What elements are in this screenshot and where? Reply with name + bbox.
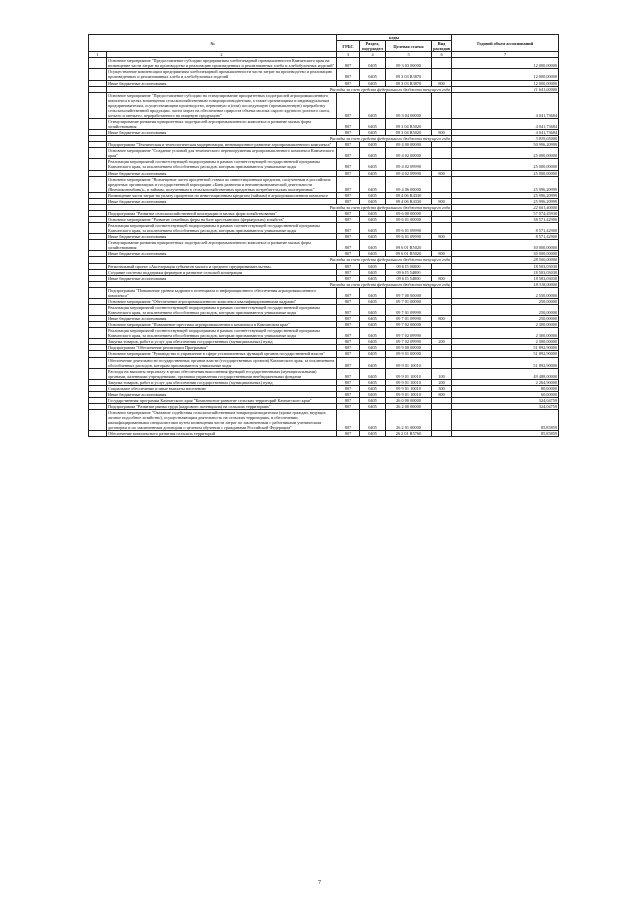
razdel-cell: 0405 — [360, 397, 386, 403]
row-num-cell — [89, 58, 107, 69]
target-article-cell: 09 9 01 10010 — [386, 368, 432, 379]
col-index: 4 — [360, 52, 386, 58]
razdel-cell: 0405 — [360, 404, 386, 410]
name-cell: Возмещение части затрат на уплату процентов по инвестиционным кредитам (займам) в агропромышленном комплексе — [107, 192, 337, 198]
target-article-cell: 26 2 01 R5760 — [386, 431, 432, 437]
name-cell: Социальное обеспечение и иные выплаты населению — [107, 385, 337, 391]
target-article-cell: 09 9 01 10010 — [386, 357, 432, 368]
grbs-cell: 807 — [337, 58, 360, 69]
amount-cell: 25 000,00000 — [452, 148, 559, 159]
row-num-cell — [89, 176, 107, 192]
target-article-cell: 09 3 04 R5020 — [386, 130, 432, 136]
amount-cell: 25 000,00000 — [452, 170, 559, 176]
target-article-cell: 09 4 02 09990 — [386, 159, 432, 170]
table-header — [89, 35, 559, 58]
target-article-cell: 09 6 I5 54800 — [386, 269, 432, 275]
expense-type-cell — [432, 357, 452, 368]
target-article-cell: 09 4 02 00000 — [386, 148, 432, 159]
expense-type-cell — [432, 240, 452, 251]
grbs-cell: 807 — [337, 240, 360, 251]
grbs-cell: 807 — [337, 410, 360, 431]
row-num-cell — [89, 431, 107, 437]
razdel-cell: 0405 — [360, 385, 386, 391]
expense-type-cell — [432, 159, 452, 170]
razdel-cell: 0405 — [360, 170, 386, 176]
razdel-cell: 0405 — [360, 345, 386, 351]
expense-type-cell: 800 — [432, 234, 452, 240]
razdel-cell: 0405 — [360, 431, 386, 437]
expense-type-cell: 800 — [432, 130, 452, 136]
amount-cell: 324,04759 — [452, 404, 559, 410]
name-cell: Расходы на выплаты персоналу в целях обеспечения выполнения функций государственными (муниципальными) органами, казенными учреждениями, органами управления государственными внебюджетными фондами — [107, 368, 337, 379]
table-row — [89, 148, 559, 159]
name-cell: Закупка товаров, работ и услуг для обеспечения государственных (муниципальных) нужд — [107, 339, 337, 345]
expense-type-cell — [432, 148, 452, 159]
target-article-cell: 09 6 01 09990 — [386, 223, 432, 234]
expense-type-cell — [432, 431, 452, 437]
name-cell: Иные бюджетные ассигнования — [107, 80, 337, 86]
target-article-cell: 09 3 04 R5020 — [386, 118, 432, 129]
target-article-cell: 09 6 I5 00000 — [386, 263, 432, 269]
amount-cell: 25 996,20999 — [452, 198, 559, 204]
name-cell: Обеспечение комплексного развития сельских территорий — [107, 431, 337, 437]
grbs-cell: 807 — [337, 404, 360, 410]
grbs-cell: 807 — [337, 159, 360, 170]
name-cell: Иные бюджетные ассигнования — [107, 130, 337, 136]
amount-cell: 250,00000 — [452, 304, 559, 315]
name-cell: Основное мероприятие "Предоставление субсидии на стимулирование приоритетных подотраслей агропромышленного комплекса в целях возмещения сельскохозяйственным товаропроизводителям, а также организациям и индивидуальным предпринимателям, осуществляющим производство, первичную и (или) последующую (промышленную) переработку сельскохозяйственной продукции, части затрат на обеспечение прироста объема молока сырого крупного рогатого скота, козьего и овечьего, переработанного на пищевую продукцию" — [107, 92, 337, 118]
expense-type-cell — [432, 176, 452, 192]
target-article-cell: 09 7 01 00000 — [386, 298, 432, 304]
federal-budget-label: Расходы за счет средств федерального бюджета текущего года — [107, 136, 452, 142]
grbs-cell: 807 — [337, 379, 360, 385]
row-num-cell — [89, 118, 107, 129]
expense-type-cell: 800 — [432, 316, 452, 322]
target-article-cell: 09 6 01 09990 — [386, 234, 432, 240]
grbs-cell: 807 — [337, 223, 360, 234]
amount-cell: 30 000,00000 — [452, 240, 559, 251]
table-row — [89, 240, 559, 251]
grbs-cell: 807 — [337, 397, 360, 403]
row-num-cell — [89, 328, 107, 339]
expense-type-cell — [432, 410, 452, 431]
grbs-cell: 807 — [337, 176, 360, 192]
col-index: 1 — [89, 52, 107, 58]
amount-cell: 250,00000 — [452, 316, 559, 322]
name-cell: Иные бюджетные ассигнования — [107, 316, 337, 322]
grbs-cell: 807 — [337, 192, 360, 198]
grbs-cell: 807 — [337, 357, 360, 368]
razdel-cell: 0405 — [360, 287, 386, 298]
amount-cell: 8 571,42900 — [452, 223, 559, 234]
amount-cell: 51 892,90000 — [452, 351, 559, 357]
col-index: 5 — [386, 52, 432, 58]
target-article-cell: 09 9 00 00000 — [386, 345, 432, 351]
target-article-cell: 09 6 I5 54800 — [386, 275, 432, 281]
amount-cell: 49 488,00000 — [452, 368, 559, 379]
target-article-cell: 09 4 02 09990 — [386, 170, 432, 176]
razdel-cell: 0405 — [360, 298, 386, 304]
target-article-cell: 09 7 01 09990 — [386, 304, 432, 315]
target-article-cell: 09 3 03 00000 — [386, 58, 432, 69]
name-cell: Региональный проект «Акселерация субъектов малого и среднего предпринимательства» — [107, 263, 337, 269]
target-article-cell: 09 7 01 09990 — [386, 316, 432, 322]
razdel-cell: 0405 — [360, 316, 386, 322]
target-article-cell: 09 7 02 00000 — [386, 322, 432, 328]
table-body — [89, 58, 559, 437]
row-num-cell — [89, 357, 107, 368]
name-cell: Государственная программа Камчатского края "Комплексное развитие сельских территорий Камчатского края" — [107, 397, 337, 403]
razdel-cell: 0405 — [360, 379, 386, 385]
amount-cell: 80,00000 — [452, 385, 559, 391]
razdel-cell: 0405 — [360, 176, 386, 192]
amount-cell: 30 000,00000 — [452, 251, 559, 257]
amount-cell: 51 892,90000 — [452, 357, 559, 368]
name-cell: Иные бюджетные ассигнования — [107, 234, 337, 240]
expense-type-cell — [432, 328, 452, 339]
table-row — [89, 287, 559, 298]
col-index: 3 — [337, 52, 360, 58]
razdel-cell: 0405 — [360, 192, 386, 198]
table-row — [89, 357, 559, 368]
target-article-cell: 09 4 06 00000 — [386, 176, 432, 192]
grbs-cell: 807 — [337, 351, 360, 357]
table-row — [89, 431, 559, 437]
federal-budget-label: Расходы за счет средств федерального бюджета текущего года — [107, 257, 452, 263]
expense-type-cell — [432, 304, 452, 315]
razdel-cell: 0405 — [360, 357, 386, 368]
name-cell: Реализация мероприятий соответствующей подпрограммы в рамках соответствующей государственной программы Камчатского края, за исключением обособленных расходов, которым присваиваются уникальные коды — [107, 223, 337, 234]
table-row — [89, 69, 559, 80]
federal-budget-label: Расходы за счет средств федерального бюджета текущего года — [107, 204, 452, 210]
grbs-cell: 807 — [337, 339, 360, 345]
federal-budget-label: Расходы за счет средств федерального бюджета текущего года — [107, 86, 452, 92]
name-cell: Подпрограмма "Обеспечение реализации Программы" — [107, 345, 337, 351]
row-num-cell — [89, 69, 107, 80]
razdel-cell: 0405 — [360, 391, 386, 397]
expense-type-cell: 800 — [432, 391, 452, 397]
row-num-cell — [89, 223, 107, 234]
grbs-cell: 807 — [337, 198, 360, 204]
name-cell: Стимулирование развития приоритетных подотраслей агропромышленного комплекса и развитие малых форм хозяйствования — [107, 240, 337, 251]
grbs-cell: 807 — [337, 275, 360, 281]
row-num-cell — [89, 287, 107, 298]
target-article-cell: 09 7 00 00000 — [386, 287, 432, 298]
table-row — [89, 328, 559, 339]
name-cell: Реализация мероприятий соответствующей подпрограммы в рамках соответствующей государственной программы Камчатского края, за исключением обособленных расходов, которым присваиваются уникальные коды — [107, 159, 337, 170]
name-cell: Подпрограмма "Развитие сельскохозяйственной кооперации и малых форм хозяйствования" — [107, 210, 337, 216]
expense-type-cell: 800 — [432, 80, 452, 86]
amount-cell: 57 074,45930 — [452, 210, 559, 216]
grbs-cell: 807 — [337, 69, 360, 80]
razdel-cell: 0405 — [360, 142, 386, 148]
razdel-cell: 0405 — [360, 223, 386, 234]
grbs-cell: 807 — [337, 210, 360, 216]
row-num-cell — [89, 410, 107, 431]
target-article-cell: 26 2 00 00000 — [386, 404, 432, 410]
col-index: 7 — [452, 52, 559, 58]
amount-cell: 4 041,73684 — [452, 130, 559, 136]
grbs-cell: 807 — [337, 269, 360, 275]
amount-cell: 2 264,90000 — [452, 379, 559, 385]
razdel-cell: 0405 — [360, 410, 386, 431]
amount-cell: 2 300,00000 — [452, 328, 559, 339]
name-cell: Реализация мероприятий соответствующей подпрограммы в рамках соответствующей государственной программы Камчатского края, за исключением обособленных расходов, которым присваиваются уникальные коды — [107, 328, 337, 339]
amount-cell: 3 839,65000 — [452, 136, 559, 142]
razdel-cell: 0405 — [360, 58, 386, 69]
amount-cell: 50 996,20999 — [452, 142, 559, 148]
amount-cell: 12 000,00000 — [452, 69, 559, 80]
grbs-cell: 807 — [337, 142, 360, 148]
grbs-cell: 807 — [337, 92, 360, 118]
table-row — [89, 118, 559, 129]
header-razdel: Раздел, под-раздел — [360, 41, 386, 52]
name-cell: Обеспечение деятельности государственных органов власти (государственных органов) Камчатского края, за исключением обособленных расходов, которым присваиваются уникальные коды — [107, 357, 337, 368]
row-num-cell — [89, 148, 107, 159]
header-total: Годовой объем ассигнований — [452, 35, 559, 52]
name-cell: Иные бюджетные ассигнования — [107, 275, 337, 281]
name-cell: Основное мероприятие "Создание условий для технического перевооружения агропромышленного комплекса Камчатского края" — [107, 148, 337, 159]
name-cell: Осуществление компенсации предприятиям хлебопекарной промышленности части затрат на производство и реализацию произведенных и реализованных хлеба и хлебобулочных изделий — [107, 69, 337, 80]
target-article-cell: 09 6 01 00000 — [386, 217, 432, 223]
razdel-cell: 0405 — [360, 240, 386, 251]
table-row — [89, 159, 559, 170]
name-cell: Подпрограмма "Техническая и технологическая модернизация, инновационное развитие агропромышленного комплекса" — [107, 142, 337, 148]
header-codes: коды — [337, 35, 452, 41]
razdel-cell: 0405 — [360, 159, 386, 170]
grbs-cell: 807 — [337, 385, 360, 391]
expense-type-cell: 100 — [432, 368, 452, 379]
grbs-cell: 807 — [337, 316, 360, 322]
target-article-cell: 09 3 03 R3870 — [386, 80, 432, 86]
grbs-cell: 807 — [337, 263, 360, 269]
federal-budget-label: Расходы за счет средств федерального бюджета текущего года — [107, 281, 452, 287]
target-article-cell: 09 9 01 00000 — [386, 351, 432, 357]
expense-type-cell — [432, 69, 452, 80]
amount-cell: 8 571,42900 — [452, 234, 559, 240]
target-article-cell: 09 4 06 R4330 — [386, 192, 432, 198]
grbs-cell: 807 — [337, 304, 360, 315]
name-cell: Иные бюджетные ассигнования — [107, 251, 337, 257]
amount-cell: 18 503,03030 — [452, 263, 559, 269]
expense-type-cell: 800 — [432, 275, 452, 281]
target-article-cell: 09 7 02 09990 — [386, 339, 432, 345]
name-cell: Подпрограмма "Развитие рынка труда (кадрового потенциала) на сельских территориях" — [107, 404, 337, 410]
name-cell: Реализация мероприятий соответствующей подпрограммы в рамках соответствующей государственной программы Камчатского края, за исключением обособленных расходов, которым присваиваются уникальные коды — [107, 304, 337, 315]
razdel-cell: 0405 — [360, 92, 386, 118]
table-row — [89, 410, 559, 431]
col-index: 6 — [432, 52, 452, 58]
grbs-cell: 807 — [337, 287, 360, 298]
target-article-cell: 09 3 04 00000 — [386, 92, 432, 118]
razdel-cell: 0405 — [360, 69, 386, 80]
target-article-cell: 09 9 01 10010 — [386, 385, 432, 391]
row-num-cell — [89, 368, 107, 379]
grbs-cell: 807 — [337, 251, 360, 257]
grbs-cell: 807 — [337, 298, 360, 304]
amount-cell: 18 318,00000 — [452, 281, 559, 287]
amount-cell: 4 041,73684 — [452, 118, 559, 129]
razdel-cell: 0405 — [360, 130, 386, 136]
header-celevaya: Целевая статья — [386, 41, 432, 52]
name-cell: Основное мероприятие "Предоставление субсидии предприятиям хлебопекарной промышленности Камчатского края на возмещение части затрат на производство и реализацию произведенных и реализованных хлеба и хлебобулочных изделий" — [107, 58, 337, 69]
razdel-cell: 0405 — [360, 210, 386, 216]
table-row — [89, 368, 559, 379]
expense-type-cell: 200 — [432, 379, 452, 385]
amount-cell: 324,04759 — [452, 397, 559, 403]
amount-cell: 12 000,00000 — [452, 58, 559, 69]
target-article-cell: 09 9 01 10010 — [386, 379, 432, 385]
razdel-cell: 0405 — [360, 118, 386, 129]
razdel-cell: 0405 — [360, 328, 386, 339]
target-article-cell: 09 6 01 R5020 — [386, 251, 432, 257]
target-article-cell: 26 0 00 00000 — [386, 397, 432, 403]
razdel-cell: 0405 — [360, 322, 386, 328]
razdel-cell: 0405 — [360, 148, 386, 159]
razdel-cell: 0405 — [360, 234, 386, 240]
name-cell: Подпрограмма "Повышение уровня кадрового потенциала и информационного обеспечения агропромышленного комплекса" — [107, 287, 337, 298]
name-cell: Основное мероприятие "Повышение престижа агропромышленного комплекса в Камчатском крае" — [107, 322, 337, 328]
name-cell: Иные бюджетные ассигнования — [107, 170, 337, 176]
amount-cell: 60,00000 — [452, 391, 559, 397]
expense-type-cell — [432, 287, 452, 298]
target-article-cell: 09 6 00 00000 — [386, 210, 432, 216]
expense-type-cell — [432, 92, 452, 118]
amount-cell: 51 892,90000 — [452, 345, 559, 351]
expense-type-cell: 800 — [432, 170, 452, 176]
grbs-cell: 807 — [337, 328, 360, 339]
name-cell: Основное мероприятие "Развитие семейных ферм на базе крестьянских (фермерских) хозяйств" — [107, 217, 337, 223]
amount-cell: 11 641,00000 — [452, 86, 559, 92]
razdel-cell: 0405 — [360, 275, 386, 281]
amount-cell: 38 571,42900 — [452, 217, 559, 223]
amount-cell: 12 000,00000 — [452, 80, 559, 86]
grbs-cell: 807 — [337, 322, 360, 328]
grbs-cell: 807 — [337, 217, 360, 223]
razdel-cell: 0405 — [360, 304, 386, 315]
expense-type-cell — [432, 118, 452, 129]
target-article-cell: 09 9 01 10010 — [386, 391, 432, 397]
amount-cell: 25 996,20999 — [452, 192, 559, 198]
table-row — [89, 92, 559, 118]
expense-type-cell: 200 — [432, 339, 452, 345]
expense-type-cell: 800 — [432, 251, 452, 257]
amount-cell: 85,85859 — [452, 431, 559, 437]
target-article-cell: 09 7 02 09990 — [386, 328, 432, 339]
grbs-cell: 807 — [337, 80, 360, 86]
name-cell: Иные бюджетные ассигнования — [107, 198, 337, 204]
grbs-cell: 807 — [337, 368, 360, 379]
amount-cell: 18 503,03030 — [452, 269, 559, 275]
razdel-cell: 0405 — [360, 251, 386, 257]
target-article-cell: 09 6 01 R5020 — [386, 240, 432, 251]
target-article-cell: 09 4 06 R4330 — [386, 198, 432, 204]
name-cell: Основное мероприятие "Руководство и управление в сфере установленных функций органов государственной власти" — [107, 351, 337, 357]
header-grbs: ГРБС — [337, 41, 360, 52]
amount-cell: 2 550,00000 — [452, 287, 559, 298]
grbs-cell: 807 — [337, 234, 360, 240]
target-article-cell: 09 3 03 R3870 — [386, 69, 432, 80]
amount-cell: 28 500,00000 — [452, 257, 559, 263]
table-row — [89, 176, 559, 192]
razdel-cell: 0405 — [360, 80, 386, 86]
amount-cell: 25 000,00000 — [452, 159, 559, 170]
razdel-cell: 0405 — [360, 198, 386, 204]
row-num-cell — [89, 240, 107, 251]
row-num-cell — [89, 92, 107, 118]
amount-cell: 22 601,40000 — [452, 204, 559, 210]
amount-cell: 250,00000 — [452, 298, 559, 304]
target-article-cell: 09 4 00 00000 — [386, 142, 432, 148]
name-cell: Закупка товаров, работ и услуг для обеспечения государственных (муниципальных) нужд — [107, 379, 337, 385]
table-row — [89, 58, 559, 69]
amount-cell: 85,85859 — [452, 410, 559, 431]
grbs-cell: 807 — [337, 431, 360, 437]
name-cell: Основное мероприятие "Возмещение части процентной ставки по инвестиционным кредитам, полученным в российских кредитных организациях и государственной корпорации «Банк развития и внешнеэкономической деятельности (Внешэкономбанк)», и займам, полученным в сельскохозяйственных кредитных потребительских кооперативах" — [107, 176, 337, 192]
razdel-cell: 0405 — [360, 351, 386, 357]
name-cell: Основное мероприятие "Оказание содействия сельскохозяйственным товаропроизводителям (кроме граждан, ведущих личное подсобное хозяйство), осуществляющим деятельность на сельских территориях, в обеспечении квалифицированными специалистами путем возмещения части затрат по заключенным с работниками ученическим договорам и по заключенным договорам о целевом обучении с гражданами Российской Федерации" — [107, 410, 337, 431]
amount-cell: 2 300,00000 — [452, 339, 559, 345]
header-num: № — [89, 35, 337, 52]
header-vid: Вид расходов — [433, 41, 450, 52]
razdel-cell: 0405 — [360, 368, 386, 379]
expense-type-cell: 300 — [432, 385, 452, 391]
amount-cell: 4 041,73684 — [452, 92, 559, 118]
expense-type-cell: 800 — [432, 198, 452, 204]
name-cell: Создание системы поддержки фермеров и развитие сельской кооперации — [107, 269, 337, 275]
name-cell: Стимулирование развития приоритетных подотраслей агропромышленного комплекса и развитие малых форм хозяйствования — [107, 118, 337, 129]
grbs-cell: 807 — [337, 148, 360, 159]
razdel-cell: 0405 — [360, 339, 386, 345]
table-row — [89, 304, 559, 315]
grbs-cell: 807 — [337, 130, 360, 136]
razdel-cell: 0405 — [360, 263, 386, 269]
amount-cell: 18 503,03030 — [452, 275, 559, 281]
row-num-cell — [89, 304, 107, 315]
name-cell: Основное мероприятие "Обеспечение агропромышленного комплекса квалифицированными кадрами" — [107, 298, 337, 304]
expense-type-cell — [432, 58, 452, 69]
budget-table — [88, 34, 559, 437]
target-article-cell: 26 2 01 00000 — [386, 410, 432, 431]
col-index: 2 — [107, 52, 337, 58]
grbs-cell: 807 — [337, 391, 360, 397]
name-cell: Иные бюджетные ассигнования — [107, 391, 337, 397]
row-num-cell — [89, 159, 107, 170]
grbs-cell: 807 — [337, 118, 360, 129]
grbs-cell: 807 — [337, 345, 360, 351]
razdel-cell: 0405 — [360, 217, 386, 223]
amount-cell: 2 300,00000 — [452, 322, 559, 328]
amount-cell: 25 996,20999 — [452, 176, 559, 192]
page-number: 7 — [318, 880, 321, 886]
grbs-cell: 807 — [337, 170, 360, 176]
expense-type-cell — [432, 223, 452, 234]
table-row — [89, 223, 559, 234]
razdel-cell: 0405 — [360, 269, 386, 275]
